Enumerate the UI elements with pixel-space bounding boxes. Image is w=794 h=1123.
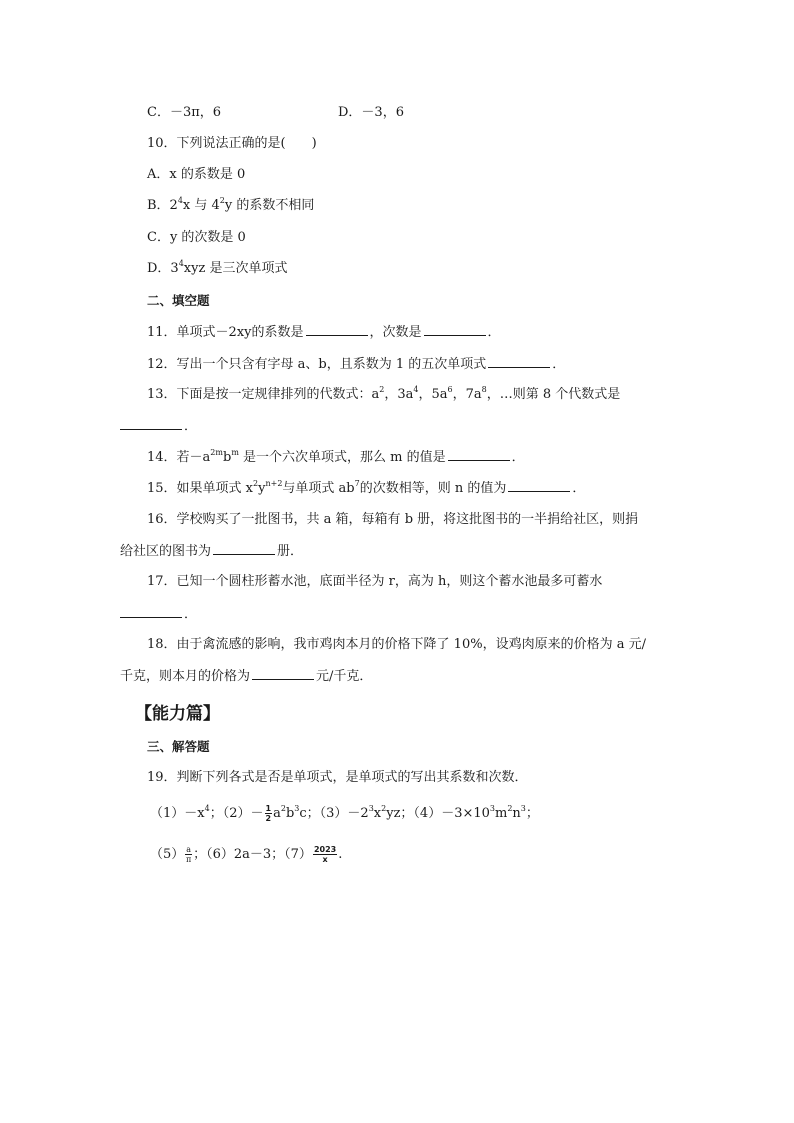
q16-line2: 给社区的图书为 册． <box>120 544 304 559</box>
q19-stem: 19．判断下列各式是否是单项式，是单项式的写出其系数和次数． <box>147 770 528 785</box>
q10-option-d: D．$3^4xyz$ 是三次单项式 <box>147 258 288 276</box>
answer-blank <box>120 417 182 430</box>
q10-option-c: C．y 的次数是 0 <box>147 230 246 245</box>
q11: 11．单项式－2xy的系数是 ，次数是 ． <box>147 325 501 340</box>
q10-option-b: B．$2^4x$ 与 $4^2y$ 的系数不相同 <box>147 195 315 213</box>
fraction: $\frac{1}{2}$ <box>265 804 272 823</box>
q16-line1: 16．学校购买了一批图书，共 a 箱，每箱有 b 册，将这批图书的一半捐给社区，则捐 <box>147 512 639 527</box>
q9-option-c: C．－3π，6 <box>147 105 222 120</box>
answer-blank <box>213 542 275 555</box>
q17-line2: ． <box>120 605 197 624</box>
section-fill-in-heading: 二、填空题 <box>147 293 210 308</box>
answer-blank <box>448 448 510 461</box>
fraction: $\frac{2023}{x}$ <box>313 845 337 864</box>
answer-blank <box>306 323 368 336</box>
answer-blank <box>488 355 550 368</box>
q19-items-line2: （5） $\frac{a}{\pi}$ ；（6）2a－3；（7） $\frac{2023}{x}$ . <box>150 845 343 864</box>
q15: 15．如果单项式 $x^2y^{n+2}$与单项式 $ab^7$的次数相等，则 n 的值为 ． <box>147 478 586 496</box>
answer-blank <box>508 479 570 492</box>
q10-stem: 10．下列说法正确的是( ) <box>147 136 317 151</box>
q9-option-d: D．－3，6 <box>338 105 404 120</box>
answer-blank <box>120 605 182 618</box>
answer-blank <box>252 667 314 680</box>
q10-option-a: A．x 的系数是 0 <box>147 167 246 182</box>
chapter-heading: 【能力篇】 <box>135 704 220 724</box>
q14: 14．若$-a^{2m}b^m$ 是一个六次单项式，那么 m 的值是 ． <box>147 447 525 465</box>
q18-line2: 千克，则本月的价格为 元/千克． <box>120 669 373 684</box>
section-answer-heading: 三、解答题 <box>147 739 210 754</box>
q13-continuation: ． <box>120 417 197 436</box>
q17-line1: 17．已知一个圆柱形蓄水池，底面半径为 r，高为 h，则这个蓄水池最多可蓄水 <box>147 574 603 589</box>
q13: 13．下面是按一定规律排列的代数式：$a^2$，$3a^4$，$5a^6$，$7a^8$，…则第 8 个代数式是 <box>147 384 621 402</box>
q19-items-line1: $(1)-x^4$；（2）－ $\frac{1}{2}$ $a^2b^3c$；$(3)-2^3x^2yz$；$(4)-3\times 10^3m^2n^3$； <box>150 803 539 823</box>
answer-blank <box>424 323 486 336</box>
q18-line1: 18．由于禽流感的影响，我市鸡肉本月的价格下降了 10%，设鸡肉原来的价格为 a 元/ <box>147 637 646 652</box>
q12: 12．写出一个只含有字母 a、b，且系数为 1 的五次单项式 ． <box>147 357 566 372</box>
fraction: $\frac{a}{\pi}$ <box>186 845 192 864</box>
